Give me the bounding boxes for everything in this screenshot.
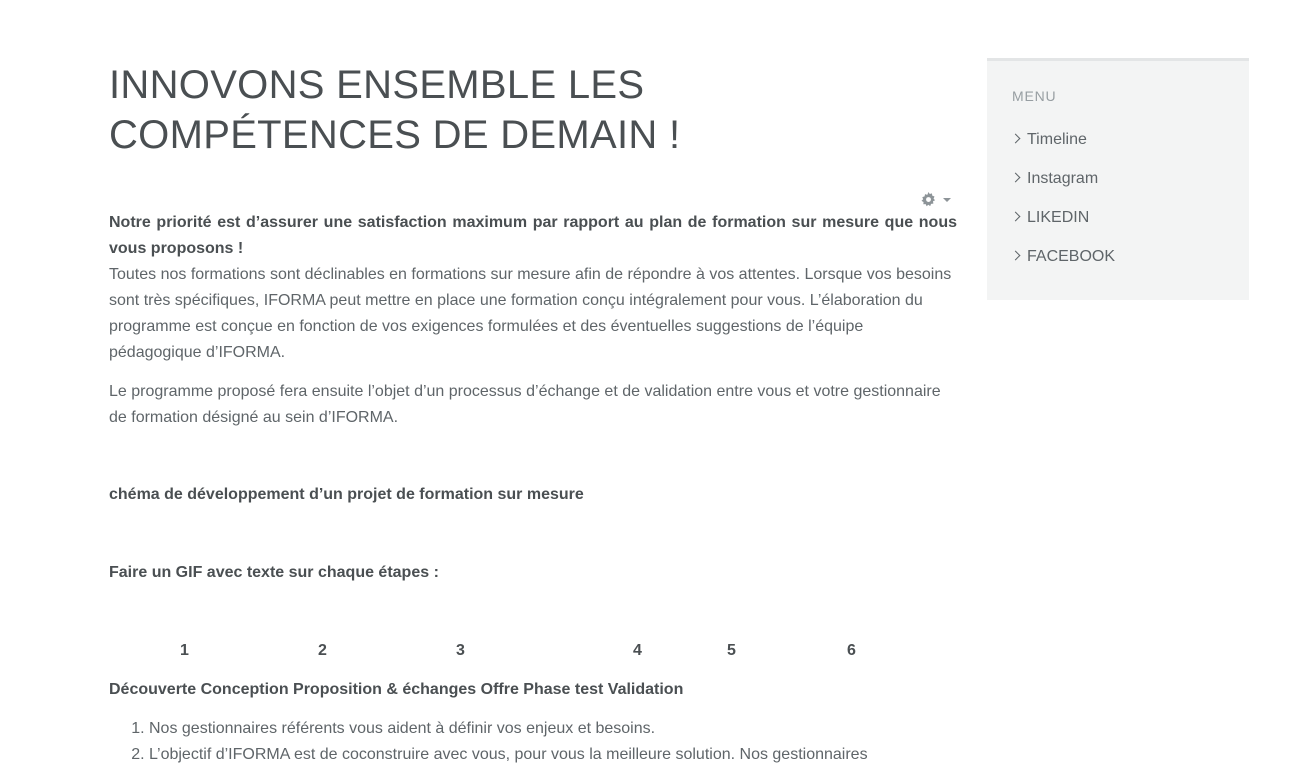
chevron-right-icon xyxy=(1011,251,1021,261)
intro-bold-text: Notre priorité est d’assurer une satisfaction maximum par rapport au plan de formation sur mesure que nous vous proposons ! xyxy=(109,214,957,257)
menu-title: MENU xyxy=(1012,88,1057,104)
list-item: 1. Nos gestionnaires référents vous aident à définir vos enjeux et besoins. xyxy=(149,716,957,742)
article-body xyxy=(109,210,957,763)
page-title-line-2: COMPÉTENCES DE DEMAIN ! xyxy=(109,113,681,157)
main-content xyxy=(109,60,957,763)
sidebar-menu xyxy=(987,58,1249,300)
gif-heading: Faire un GIF avec texte sur chaque étapes : xyxy=(109,564,439,581)
caret-down-icon xyxy=(943,198,951,202)
menu-item-instagram[interactable]: Instagram xyxy=(1012,166,1115,205)
menu-item-timeline[interactable]: Timeline xyxy=(1012,127,1115,166)
step-number: 3 xyxy=(456,642,465,659)
step-number: 2 xyxy=(318,642,327,659)
menu-item-facebook[interactable]: FACEBOOK xyxy=(1012,244,1115,283)
schema-heading: chéma de développement d’un projet de formation sur mesure xyxy=(109,486,584,503)
gear-icon xyxy=(921,192,936,207)
page-title-line-1: INNOVONS ENSEMBLE LES xyxy=(109,63,645,107)
chevron-right-icon xyxy=(1011,134,1021,144)
step-number: 1 xyxy=(180,642,189,659)
page-title xyxy=(109,60,957,160)
paragraph-2: Le programme proposé fera ensuite l’objet d’un processus d’échange et de validation entre vous et votre gestionnaire de formation désigné au sein d’IFORMA. xyxy=(109,383,941,426)
steps-list xyxy=(109,716,957,768)
step-number: 6 xyxy=(847,642,856,659)
list-item: 2. L’objectif d’IFORMA est de coconstruire avec vous, pour vous la meilleure solution. Nos gestionnaires xyxy=(149,742,957,768)
step-number: 4 xyxy=(633,642,642,659)
steps-line: Découverte Conception Proposition & échanges Offre Phase test Validation xyxy=(109,681,684,698)
menu-item-linkedin[interactable]: LIKEDIN xyxy=(1012,205,1115,244)
paragraph-1: Toutes nos formations sont déclinables en formations sur mesure afin de répondre à vos attentes. Lorsque vos besoins sont très spécifiques, IFORMA peut mettre en place une formation conçu intégralement pour vous. L’élaboration du programme est conçue en fonction de vos exigences formulées et des éventuelles suggestions de l’équipe pédagogique d’IFORMA. xyxy=(109,266,952,361)
chevron-right-icon xyxy=(1011,173,1021,183)
step-number: 5 xyxy=(727,642,736,659)
article-tools-dropdown[interactable] xyxy=(921,191,957,209)
chevron-right-icon xyxy=(1011,212,1021,222)
menu-list xyxy=(1012,127,1115,283)
